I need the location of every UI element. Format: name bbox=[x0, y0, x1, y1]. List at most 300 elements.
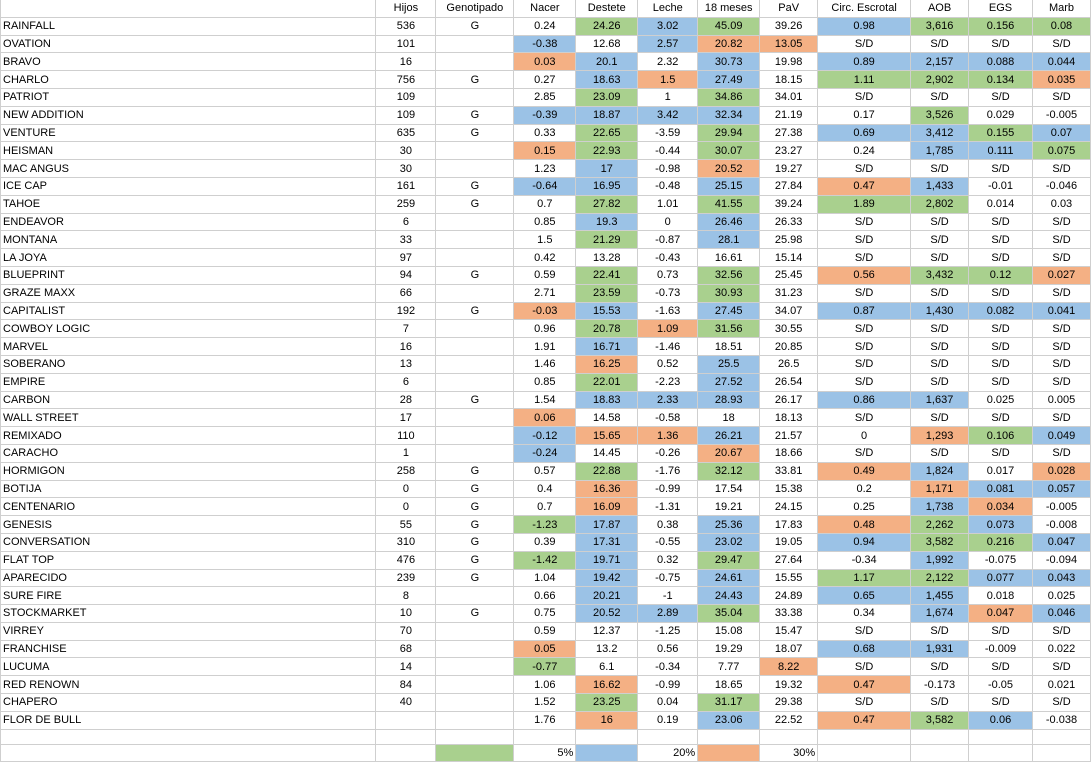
cell-aob[interactable]: 1,637 bbox=[911, 391, 969, 409]
cell-18-meses[interactable]: 18.51 bbox=[698, 338, 760, 356]
cell-name[interactable]: PATRIOT bbox=[1, 88, 376, 106]
cell-hijos[interactable]: 17 bbox=[376, 409, 436, 427]
cell-destete[interactable]: 17.31 bbox=[576, 533, 638, 551]
cell-genotipado[interactable] bbox=[436, 160, 514, 178]
cell-circ-escrotal[interactable]: S/D bbox=[818, 622, 911, 640]
cell-egs[interactable]: S/D bbox=[969, 249, 1033, 267]
cell-leche[interactable]: 3.42 bbox=[638, 106, 698, 124]
cell-nacer[interactable]: -0.38 bbox=[514, 35, 576, 53]
cell-nacer[interactable]: -0.12 bbox=[514, 427, 576, 445]
cell-nacer[interactable]: -1.23 bbox=[514, 516, 576, 534]
cell-pav[interactable]: 19.05 bbox=[760, 533, 818, 551]
legend-swatch-top30[interactable] bbox=[698, 744, 760, 762]
cell-egs[interactable]: 0.12 bbox=[969, 266, 1033, 284]
cell-destete[interactable]: 20.21 bbox=[576, 587, 638, 605]
cell-pav[interactable]: 26.17 bbox=[760, 391, 818, 409]
cell-circ-escrotal[interactable]: 0.47 bbox=[818, 711, 911, 729]
cell-marb[interactable]: -0.046 bbox=[1032, 177, 1090, 195]
cell-leche[interactable]: 3.02 bbox=[638, 17, 698, 35]
cell-marb[interactable]: S/D bbox=[1032, 249, 1090, 267]
cell-circ-escrotal[interactable]: 0.47 bbox=[818, 177, 911, 195]
cell-marb[interactable]: 0.03 bbox=[1032, 195, 1090, 213]
cell-nacer[interactable]: 0.39 bbox=[514, 533, 576, 551]
cell-aob[interactable]: 2,157 bbox=[911, 53, 969, 71]
cell-nacer[interactable]: 2.85 bbox=[514, 88, 576, 106]
cell-aob[interactable]: 1,171 bbox=[911, 480, 969, 498]
cell-genotipado[interactable] bbox=[436, 355, 514, 373]
empty-cell[interactable] bbox=[1032, 729, 1090, 744]
empty-cell[interactable] bbox=[376, 729, 436, 744]
cell-18-meses[interactable]: 29.47 bbox=[698, 551, 760, 569]
cell-egs[interactable]: 0.018 bbox=[969, 587, 1033, 605]
header-cell-circ-escrotal[interactable]: Circ. Escrotal bbox=[818, 0, 911, 17]
cell-nacer[interactable]: 0.15 bbox=[514, 142, 576, 160]
cell-genotipado[interactable]: G bbox=[436, 569, 514, 587]
cell-egs[interactable]: 0.073 bbox=[969, 516, 1033, 534]
cell-marb[interactable]: S/D bbox=[1032, 284, 1090, 302]
cell-egs[interactable]: 0.06 bbox=[969, 711, 1033, 729]
cell-destete[interactable]: 14.58 bbox=[576, 409, 638, 427]
cell-aob[interactable]: S/D bbox=[911, 373, 969, 391]
cell-name[interactable]: MARVEL bbox=[1, 338, 376, 356]
cell-name[interactable]: APARECIDO bbox=[1, 569, 376, 587]
cell-circ-escrotal[interactable]: S/D bbox=[818, 231, 911, 249]
cell-18-meses[interactable]: 23.02 bbox=[698, 533, 760, 551]
cell-name[interactable]: TAHOE bbox=[1, 195, 376, 213]
cell-egs[interactable]: S/D bbox=[969, 35, 1033, 53]
cell-egs[interactable]: 0.134 bbox=[969, 71, 1033, 89]
cell-nacer[interactable]: 0.96 bbox=[514, 320, 576, 338]
cell-genotipado[interactable] bbox=[436, 444, 514, 462]
header-cell-18-meses[interactable]: 18 meses bbox=[698, 0, 760, 17]
cell-egs[interactable]: 0.156 bbox=[969, 17, 1033, 35]
cell-18-meses[interactable]: 26.21 bbox=[698, 427, 760, 445]
cell-hijos[interactable]: 33 bbox=[376, 231, 436, 249]
cell-18-meses[interactable]: 41.55 bbox=[698, 195, 760, 213]
cell-egs[interactable]: 0.088 bbox=[969, 53, 1033, 71]
cell-18-meses[interactable]: 20.67 bbox=[698, 444, 760, 462]
cell-hijos[interactable]: 536 bbox=[376, 17, 436, 35]
cell-18-meses[interactable]: 7.77 bbox=[698, 658, 760, 676]
cell-destete[interactable]: 23.59 bbox=[576, 284, 638, 302]
legend-label-top30[interactable]: 30% bbox=[760, 744, 818, 762]
cell-circ-escrotal[interactable]: 0 bbox=[818, 427, 911, 445]
empty-cell[interactable] bbox=[698, 729, 760, 744]
cell-pav[interactable]: 18.66 bbox=[760, 444, 818, 462]
cell-18-meses[interactable]: 32.56 bbox=[698, 266, 760, 284]
empty-cell[interactable] bbox=[969, 744, 1033, 762]
cell-name[interactable]: STOCKMARKET bbox=[1, 605, 376, 623]
empty-cell[interactable] bbox=[514, 729, 576, 744]
cell-pav[interactable]: 33.38 bbox=[760, 605, 818, 623]
cell-marb[interactable]: 0.025 bbox=[1032, 587, 1090, 605]
cell-hijos[interactable]: 756 bbox=[376, 71, 436, 89]
cell-pav[interactable]: 39.24 bbox=[760, 195, 818, 213]
cell-pav[interactable]: 27.84 bbox=[760, 177, 818, 195]
cell-name[interactable]: NEW ADDITION bbox=[1, 106, 376, 124]
cell-aob[interactable]: 1,738 bbox=[911, 498, 969, 516]
cell-aob[interactable]: S/D bbox=[911, 694, 969, 712]
cell-nacer[interactable]: 0.59 bbox=[514, 622, 576, 640]
cell-18-meses[interactable]: 27.45 bbox=[698, 302, 760, 320]
cell-hijos[interactable]: 259 bbox=[376, 195, 436, 213]
cell-destete[interactable]: 19.71 bbox=[576, 551, 638, 569]
cell-hijos[interactable]: 16 bbox=[376, 338, 436, 356]
cell-pav[interactable]: 15.55 bbox=[760, 569, 818, 587]
cell-circ-escrotal[interactable]: 0.65 bbox=[818, 587, 911, 605]
cell-aob[interactable]: S/D bbox=[911, 231, 969, 249]
cell-hijos[interactable]: 13 bbox=[376, 355, 436, 373]
cell-aob[interactable]: S/D bbox=[911, 88, 969, 106]
cell-leche[interactable]: -1.31 bbox=[638, 498, 698, 516]
header-cell-aob[interactable]: AOB bbox=[911, 0, 969, 17]
cell-genotipado[interactable] bbox=[436, 231, 514, 249]
cell-marb[interactable]: S/D bbox=[1032, 160, 1090, 178]
cell-hijos[interactable]: 16 bbox=[376, 53, 436, 71]
cell-genotipado[interactable]: G bbox=[436, 462, 514, 480]
cell-egs[interactable]: -0.075 bbox=[969, 551, 1033, 569]
cell-egs[interactable]: S/D bbox=[969, 213, 1033, 231]
cell-hijos[interactable]: 635 bbox=[376, 124, 436, 142]
cell-name[interactable]: ICE CAP bbox=[1, 177, 376, 195]
cell-marb[interactable]: S/D bbox=[1032, 88, 1090, 106]
cell-pav[interactable]: 31.23 bbox=[760, 284, 818, 302]
cell-destete[interactable]: 16.09 bbox=[576, 498, 638, 516]
cell-18-meses[interactable]: 27.49 bbox=[698, 71, 760, 89]
cell-name[interactable]: OVATION bbox=[1, 35, 376, 53]
cell-aob[interactable]: S/D bbox=[911, 658, 969, 676]
cell-hijos[interactable]: 476 bbox=[376, 551, 436, 569]
cell-name[interactable]: FRANCHISE bbox=[1, 640, 376, 658]
cell-pav[interactable]: 25.45 bbox=[760, 266, 818, 284]
cell-leche[interactable]: -0.73 bbox=[638, 284, 698, 302]
cell-nacer[interactable]: 0.66 bbox=[514, 587, 576, 605]
cell-18-meses[interactable]: 17.54 bbox=[698, 480, 760, 498]
cell-circ-escrotal[interactable]: 0.56 bbox=[818, 266, 911, 284]
cell-hijos[interactable]: 94 bbox=[376, 266, 436, 284]
cell-destete[interactable]: 16.36 bbox=[576, 480, 638, 498]
cell-18-meses[interactable]: 18.65 bbox=[698, 676, 760, 694]
cell-genotipado[interactable]: G bbox=[436, 177, 514, 195]
cell-18-meses[interactable]: 30.07 bbox=[698, 142, 760, 160]
cell-marb[interactable]: 0.028 bbox=[1032, 462, 1090, 480]
cell-name[interactable]: CHAPERO bbox=[1, 694, 376, 712]
cell-leche[interactable]: 0.38 bbox=[638, 516, 698, 534]
cell-genotipado[interactable] bbox=[436, 373, 514, 391]
cell-nacer[interactable]: -0.77 bbox=[514, 658, 576, 676]
legend-label-top20[interactable]: 20% bbox=[638, 744, 698, 762]
cell-nacer[interactable]: 1.04 bbox=[514, 569, 576, 587]
cell-egs[interactable]: 0.082 bbox=[969, 302, 1033, 320]
cell-leche[interactable]: -1.76 bbox=[638, 462, 698, 480]
cell-18-meses[interactable]: 34.86 bbox=[698, 88, 760, 106]
cell-circ-escrotal[interactable]: S/D bbox=[818, 88, 911, 106]
cell-nacer[interactable]: 0.85 bbox=[514, 213, 576, 231]
cell-name[interactable]: SURE FIRE bbox=[1, 587, 376, 605]
cell-18-meses[interactable]: 30.93 bbox=[698, 284, 760, 302]
cell-destete[interactable]: 19.42 bbox=[576, 569, 638, 587]
cell-pav[interactable]: 29.38 bbox=[760, 694, 818, 712]
legend-swatch-top5[interactable] bbox=[436, 744, 514, 762]
cell-leche[interactable]: 2.33 bbox=[638, 391, 698, 409]
cell-pav[interactable]: 18.15 bbox=[760, 71, 818, 89]
cell-pav[interactable]: 18.13 bbox=[760, 409, 818, 427]
cell-egs[interactable]: 0.077 bbox=[969, 569, 1033, 587]
cell-leche[interactable]: -0.99 bbox=[638, 480, 698, 498]
cell-aob[interactable]: 1,455 bbox=[911, 587, 969, 605]
cell-hijos[interactable] bbox=[376, 711, 436, 729]
legend-label-top5[interactable]: 5% bbox=[514, 744, 576, 762]
cell-leche[interactable]: -2.23 bbox=[638, 373, 698, 391]
cell-marb[interactable]: S/D bbox=[1032, 338, 1090, 356]
cell-nacer[interactable]: 1.5 bbox=[514, 231, 576, 249]
cell-hijos[interactable]: 7 bbox=[376, 320, 436, 338]
cell-marb[interactable]: 0.075 bbox=[1032, 142, 1090, 160]
cell-pav[interactable]: 17.83 bbox=[760, 516, 818, 534]
cell-egs[interactable]: 0.034 bbox=[969, 498, 1033, 516]
cell-aob[interactable]: S/D bbox=[911, 160, 969, 178]
cell-18-meses[interactable]: 19.21 bbox=[698, 498, 760, 516]
cell-pav[interactable]: 8.22 bbox=[760, 658, 818, 676]
cell-hijos[interactable]: 192 bbox=[376, 302, 436, 320]
cell-circ-escrotal[interactable]: 0.69 bbox=[818, 124, 911, 142]
cell-marb[interactable]: 0.049 bbox=[1032, 427, 1090, 445]
header-cell-leche[interactable]: Leche bbox=[638, 0, 698, 17]
cell-nacer[interactable]: 0.24 bbox=[514, 17, 576, 35]
cell-destete[interactable]: 18.83 bbox=[576, 391, 638, 409]
cell-leche[interactable]: 2.89 bbox=[638, 605, 698, 623]
cell-nacer[interactable]: -0.64 bbox=[514, 177, 576, 195]
cell-leche[interactable]: -0.26 bbox=[638, 444, 698, 462]
cell-hijos[interactable]: 40 bbox=[376, 694, 436, 712]
cell-destete[interactable]: 18.87 bbox=[576, 106, 638, 124]
cell-hijos[interactable]: 70 bbox=[376, 622, 436, 640]
cell-aob[interactable]: 1,430 bbox=[911, 302, 969, 320]
cell-hijos[interactable]: 10 bbox=[376, 605, 436, 623]
cell-leche[interactable]: -0.43 bbox=[638, 249, 698, 267]
cell-18-meses[interactable]: 28.93 bbox=[698, 391, 760, 409]
cell-nacer[interactable]: 0.7 bbox=[514, 195, 576, 213]
cell-marb[interactable]: -0.005 bbox=[1032, 106, 1090, 124]
cell-18-meses[interactable]: 16.61 bbox=[698, 249, 760, 267]
cell-destete[interactable]: 22.41 bbox=[576, 266, 638, 284]
cell-aob[interactable]: S/D bbox=[911, 35, 969, 53]
cell-aob[interactable]: 1,931 bbox=[911, 640, 969, 658]
cell-leche[interactable]: -1.63 bbox=[638, 302, 698, 320]
cell-circ-escrotal[interactable]: -0.34 bbox=[818, 551, 911, 569]
cell-pav[interactable]: 20.85 bbox=[760, 338, 818, 356]
cell-circ-escrotal[interactable]: 0.47 bbox=[818, 676, 911, 694]
cell-circ-escrotal[interactable]: 0.94 bbox=[818, 533, 911, 551]
cell-marb[interactable]: S/D bbox=[1032, 658, 1090, 676]
cell-genotipado[interactable] bbox=[436, 658, 514, 676]
cell-destete[interactable]: 18.63 bbox=[576, 71, 638, 89]
cell-leche[interactable]: 0.73 bbox=[638, 266, 698, 284]
cell-name[interactable]: BOTIJA bbox=[1, 480, 376, 498]
cell-aob[interactable]: 2,802 bbox=[911, 195, 969, 213]
cell-destete[interactable]: 12.68 bbox=[576, 35, 638, 53]
empty-cell[interactable] bbox=[1, 729, 376, 744]
cell-hijos[interactable]: 6 bbox=[376, 213, 436, 231]
cell-destete[interactable]: 12.37 bbox=[576, 622, 638, 640]
cell-18-meses[interactable]: 18 bbox=[698, 409, 760, 427]
cell-hijos[interactable]: 109 bbox=[376, 106, 436, 124]
empty-cell[interactable] bbox=[1032, 744, 1090, 762]
cell-aob[interactable]: 2,262 bbox=[911, 516, 969, 534]
cell-genotipado[interactable] bbox=[436, 213, 514, 231]
cell-marb[interactable]: S/D bbox=[1032, 355, 1090, 373]
cell-hijos[interactable]: 258 bbox=[376, 462, 436, 480]
cell-genotipado[interactable]: G bbox=[436, 516, 514, 534]
cell-genotipado[interactable]: G bbox=[436, 605, 514, 623]
cell-circ-escrotal[interactable]: 0.25 bbox=[818, 498, 911, 516]
cell-egs[interactable]: S/D bbox=[969, 694, 1033, 712]
cell-nacer[interactable]: 1.76 bbox=[514, 711, 576, 729]
cell-pav[interactable]: 30.55 bbox=[760, 320, 818, 338]
cell-nacer[interactable]: -1.42 bbox=[514, 551, 576, 569]
cell-marb[interactable]: S/D bbox=[1032, 694, 1090, 712]
cell-egs[interactable]: 0.216 bbox=[969, 533, 1033, 551]
cell-name[interactable]: MAC ANGUS bbox=[1, 160, 376, 178]
cell-genotipado[interactable]: G bbox=[436, 71, 514, 89]
cell-marb[interactable]: 0.047 bbox=[1032, 533, 1090, 551]
cell-name[interactable]: CARBON bbox=[1, 391, 376, 409]
cell-nacer[interactable]: 2.71 bbox=[514, 284, 576, 302]
cell-pav[interactable]: 24.89 bbox=[760, 587, 818, 605]
cell-18-meses[interactable]: 35.04 bbox=[698, 605, 760, 623]
cell-hijos[interactable]: 101 bbox=[376, 35, 436, 53]
cell-circ-escrotal[interactable]: S/D bbox=[818, 160, 911, 178]
cell-aob[interactable]: S/D bbox=[911, 249, 969, 267]
cell-circ-escrotal[interactable]: S/D bbox=[818, 284, 911, 302]
cell-nacer[interactable]: 0.42 bbox=[514, 249, 576, 267]
cell-circ-escrotal[interactable]: S/D bbox=[818, 338, 911, 356]
cell-destete[interactable]: 22.01 bbox=[576, 373, 638, 391]
cell-genotipado[interactable] bbox=[436, 427, 514, 445]
cell-leche[interactable]: -3.59 bbox=[638, 124, 698, 142]
header-cell-marb[interactable]: Marb bbox=[1032, 0, 1090, 17]
cell-leche[interactable]: -0.58 bbox=[638, 409, 698, 427]
cell-leche[interactable]: 0 bbox=[638, 213, 698, 231]
cell-name[interactable]: BLUEPRINT bbox=[1, 266, 376, 284]
cell-nacer[interactable]: 0.33 bbox=[514, 124, 576, 142]
cell-aob[interactable]: 2,902 bbox=[911, 71, 969, 89]
cell-marb[interactable]: 0.043 bbox=[1032, 569, 1090, 587]
cell-aob[interactable]: S/D bbox=[911, 320, 969, 338]
cell-hijos[interactable]: 97 bbox=[376, 249, 436, 267]
cell-name[interactable]: LUCUMA bbox=[1, 658, 376, 676]
cell-leche[interactable]: 0.19 bbox=[638, 711, 698, 729]
cell-leche[interactable]: -0.99 bbox=[638, 676, 698, 694]
cell-destete[interactable]: 15.65 bbox=[576, 427, 638, 445]
cell-leche[interactable]: -0.98 bbox=[638, 160, 698, 178]
cell-marb[interactable]: S/D bbox=[1032, 35, 1090, 53]
cell-circ-escrotal[interactable]: 0.87 bbox=[818, 302, 911, 320]
cell-leche[interactable]: -0.87 bbox=[638, 231, 698, 249]
cell-circ-escrotal[interactable]: 1.11 bbox=[818, 71, 911, 89]
cell-aob[interactable]: S/D bbox=[911, 355, 969, 373]
cell-aob[interactable]: S/D bbox=[911, 338, 969, 356]
cell-circ-escrotal[interactable]: S/D bbox=[818, 409, 911, 427]
cell-egs[interactable]: 0.047 bbox=[969, 605, 1033, 623]
cell-18-meses[interactable]: 25.36 bbox=[698, 516, 760, 534]
cell-nacer[interactable]: 0.4 bbox=[514, 480, 576, 498]
cell-hijos[interactable]: 6 bbox=[376, 373, 436, 391]
cell-aob[interactable]: 1,992 bbox=[911, 551, 969, 569]
cell-circ-escrotal[interactable]: 0.49 bbox=[818, 462, 911, 480]
cell-genotipado[interactable]: G bbox=[436, 266, 514, 284]
cell-genotipado[interactable] bbox=[436, 640, 514, 658]
cell-marb[interactable]: 0.07 bbox=[1032, 124, 1090, 142]
cell-genotipado[interactable]: G bbox=[436, 302, 514, 320]
cell-aob[interactable]: 1,674 bbox=[911, 605, 969, 623]
cell-name[interactable]: CARACHO bbox=[1, 444, 376, 462]
cell-circ-escrotal[interactable]: 0.48 bbox=[818, 516, 911, 534]
cell-nacer[interactable]: 1.06 bbox=[514, 676, 576, 694]
cell-leche[interactable]: -1.46 bbox=[638, 338, 698, 356]
cell-egs[interactable]: -0.01 bbox=[969, 177, 1033, 195]
cell-leche[interactable]: 1.36 bbox=[638, 427, 698, 445]
cell-name[interactable]: CONVERSATION bbox=[1, 533, 376, 551]
cell-pav[interactable]: 15.47 bbox=[760, 622, 818, 640]
cell-genotipado[interactable] bbox=[436, 622, 514, 640]
empty-cell[interactable] bbox=[969, 729, 1033, 744]
cell-genotipado[interactable] bbox=[436, 711, 514, 729]
empty-cell[interactable] bbox=[1, 744, 376, 762]
cell-leche[interactable]: -0.48 bbox=[638, 177, 698, 195]
cell-circ-escrotal[interactable]: 0.2 bbox=[818, 480, 911, 498]
cell-genotipado[interactable]: G bbox=[436, 106, 514, 124]
cell-18-meses[interactable]: 24.61 bbox=[698, 569, 760, 587]
cell-egs[interactable]: 0.025 bbox=[969, 391, 1033, 409]
cell-genotipado[interactable] bbox=[436, 284, 514, 302]
cell-name[interactable]: VENTURE bbox=[1, 124, 376, 142]
cell-hijos[interactable]: 0 bbox=[376, 498, 436, 516]
cell-genotipado[interactable] bbox=[436, 320, 514, 338]
cell-pav[interactable]: 26.33 bbox=[760, 213, 818, 231]
cell-marb[interactable]: S/D bbox=[1032, 444, 1090, 462]
cell-destete[interactable]: 16.25 bbox=[576, 355, 638, 373]
cell-circ-escrotal[interactable]: 0.68 bbox=[818, 640, 911, 658]
cell-marb[interactable]: S/D bbox=[1032, 622, 1090, 640]
cell-genotipado[interactable] bbox=[436, 249, 514, 267]
cell-aob[interactable]: 2,122 bbox=[911, 569, 969, 587]
cell-pav[interactable]: 39.26 bbox=[760, 17, 818, 35]
cell-egs[interactable]: S/D bbox=[969, 284, 1033, 302]
cell-leche[interactable]: 1 bbox=[638, 88, 698, 106]
cell-marb[interactable]: S/D bbox=[1032, 373, 1090, 391]
cell-name[interactable]: FLOR DE BULL bbox=[1, 711, 376, 729]
cell-circ-escrotal[interactable]: 0.34 bbox=[818, 605, 911, 623]
cell-aob[interactable]: S/D bbox=[911, 444, 969, 462]
cell-destete[interactable]: 15.53 bbox=[576, 302, 638, 320]
cell-egs[interactable]: S/D bbox=[969, 622, 1033, 640]
cell-pav[interactable]: 25.98 bbox=[760, 231, 818, 249]
cell-destete[interactable]: 22.93 bbox=[576, 142, 638, 160]
cell-destete[interactable]: 19.3 bbox=[576, 213, 638, 231]
cell-aob[interactable]: 3,526 bbox=[911, 106, 969, 124]
cell-circ-escrotal[interactable]: 0.89 bbox=[818, 53, 911, 71]
cell-18-meses[interactable]: 27.52 bbox=[698, 373, 760, 391]
cell-genotipado[interactable]: G bbox=[436, 480, 514, 498]
cell-genotipado[interactable] bbox=[436, 35, 514, 53]
cell-circ-escrotal[interactable]: S/D bbox=[818, 658, 911, 676]
cell-genotipado[interactable] bbox=[436, 142, 514, 160]
cell-nacer[interactable]: 1.91 bbox=[514, 338, 576, 356]
cell-18-meses[interactable]: 29.94 bbox=[698, 124, 760, 142]
cell-hijos[interactable]: 66 bbox=[376, 284, 436, 302]
cell-destete[interactable]: 16.95 bbox=[576, 177, 638, 195]
